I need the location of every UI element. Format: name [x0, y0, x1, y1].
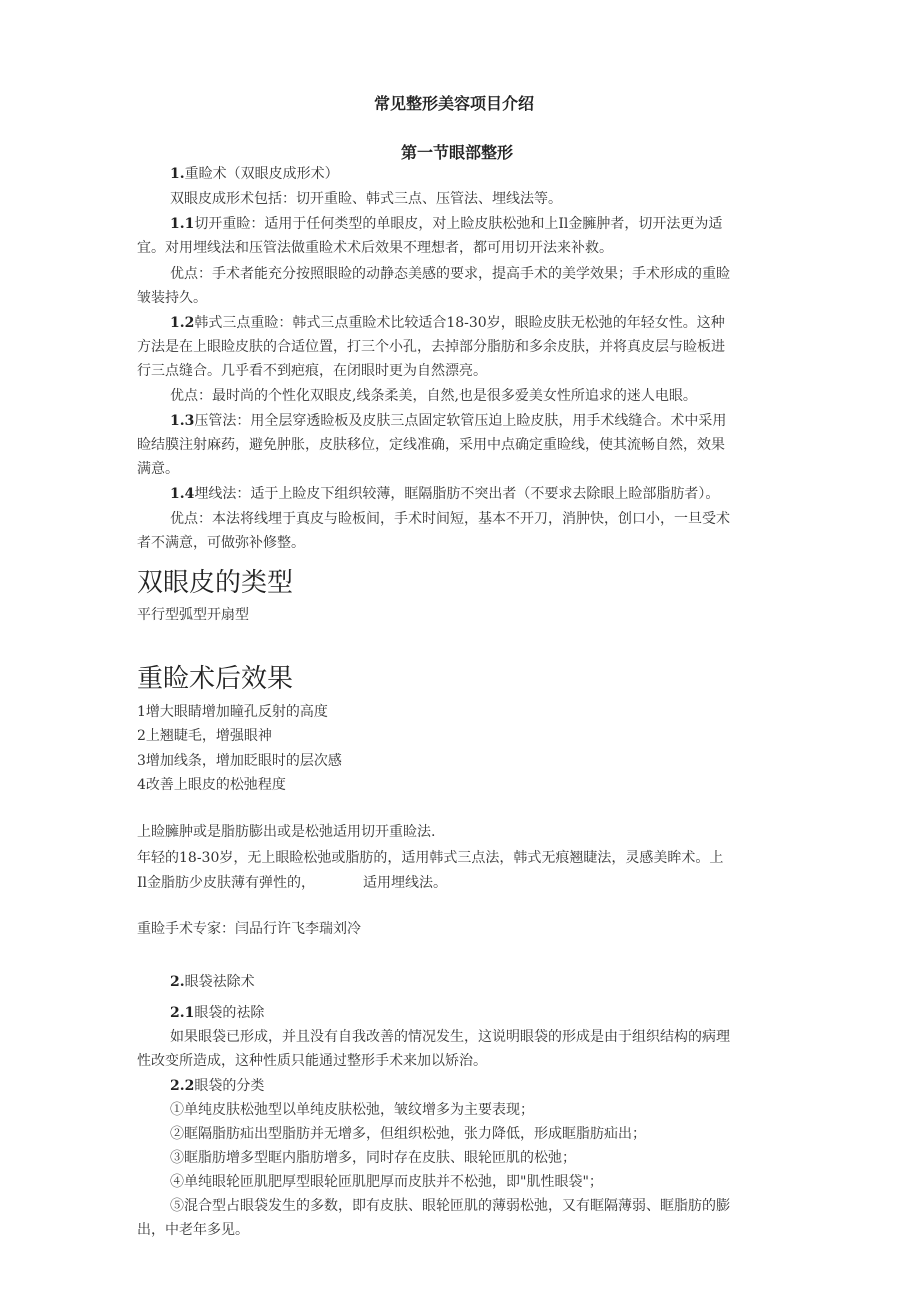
- heading-2-2: [170, 1074, 264, 1098]
- item-text: 埋线法：适于上睑皮下组织较薄，眶隔脂肪不突出者（不要求去除眼上睑部脂肪者）。: [194, 486, 720, 502]
- paragraph-1-1-line1: [170, 212, 722, 236]
- advantage-1-1-line1: 优点：手术者能充分按照眼睑的动静态美感的要求，提高手术的美学效果；手术形成的重睑: [170, 266, 730, 282]
- item-text: 压管法：用全层穿透睑板及皮肤三点固定软管压迫上睑皮肤，用手术线缝合。术中采用: [194, 413, 727, 429]
- advantage-1-2: 优点：最时尚的个性化双眼皮,线条柔美，自然,也是很多爱美女性所追求的迷人电眼。: [170, 388, 697, 404]
- note-line-2: 年轻的18-30岁，无上眼睑松弛或脂肪的，适用韩式三点法，韩式无痕翘睫法，灵感美眸术。上: [137, 850, 724, 866]
- paragraph-1-3-line3: 满意。: [137, 461, 179, 477]
- heading-1-number: 1.: [170, 166, 185, 182]
- heading-2-1: [170, 1001, 264, 1025]
- paragraph-2-1-line2: 性改变所造成，这种性质只能通过整形手术来加以矫治。: [137, 1053, 487, 1069]
- note-line-1: 上睑臃肿或是脂肪膨出或是松弛适用切开重睑法.: [137, 824, 436, 840]
- paragraph-1-2-line2: 方法是在上眼睑皮肤的合适位置，打三个小孔，去掉部分脂肪和多余皮肤，并将真皮层与睑板进: [137, 339, 725, 355]
- advantage-1-4-line2: 者不满意，可做弥补修整。: [137, 535, 305, 551]
- effect-item-2: 2上翘睫毛，增强眼神: [137, 728, 272, 744]
- item-number: 1.2: [170, 315, 195, 331]
- heading-eyelid-types: 双眼皮的类型: [137, 568, 294, 598]
- classification-item-4: ④单纯眼轮匝肌肥厚型眼轮匝肌肥厚而皮肤并不松弛，即"肌性眼袋"；: [170, 1174, 603, 1190]
- note-line-3-part-b: 适用埋线法。: [363, 875, 448, 891]
- note-line-3: [137, 871, 447, 895]
- paragraph-1-4: [170, 482, 719, 506]
- heading-effects: 重睑术后效果: [137, 664, 294, 694]
- item-text: 眼袋的分类: [194, 1078, 265, 1094]
- heading-1-text: 重睑术（双眼皮成形术）: [184, 166, 339, 182]
- heading-2-text: 眼袋祛除术: [184, 974, 255, 990]
- section-title: 第一节眼部整形: [401, 143, 514, 162]
- effect-item-4: 4改善上眼皮的松弛程度: [137, 777, 286, 793]
- item-number: 1.1: [170, 216, 195, 232]
- doc-title: 常见整形美容项目介绍: [374, 94, 535, 113]
- item-number: 1.3: [170, 413, 195, 429]
- classification-item-5-line2: 出，中老年多见。: [137, 1222, 249, 1238]
- item-number: 2.1: [170, 1005, 195, 1021]
- advantage-1-1-line2: 皱装持久。: [137, 290, 207, 306]
- item-number: 1.4: [170, 486, 195, 502]
- heading-2: [170, 970, 255, 994]
- effect-item-3: 3增加线条，增加眨眼时的层次感: [137, 753, 342, 769]
- item-text: 韩式三点重睑：韩式三点重睑术比较适合18-30岁，眼睑皮肤无松弛的年轻女性。这种: [194, 315, 725, 331]
- paragraph-1-2-line1: [170, 311, 725, 335]
- paragraph-1-2-line3: 行三点缝合。几乎看不到疤痕，在闭眼时更为自然漂亮。: [137, 363, 487, 379]
- item-text: 切开重睑：适用于任何类型的单眼皮，对上睑皮肤松弛和上Il金臃肿者，切开法更为适: [194, 216, 723, 232]
- heading-1: [170, 162, 339, 186]
- classification-item-3: ③眶脂肪增多型眶内脂肪增多，同时存在皮肤、眼轮匝肌的松弛；: [170, 1150, 576, 1166]
- paragraph-2-1-line1: 如果眼袋已形成，并且没有自我改善的情况发生，这说明眼袋的形成是由于组织结构的病理: [170, 1029, 730, 1045]
- paragraph-1-1-line2: 宜。对用埋线法和压管法做重睑术术后效果不理想者，都可用切开法来补救。: [137, 240, 613, 256]
- heading-2-number: 2.: [170, 974, 185, 990]
- classification-item-1: ①单纯皮肤松弛型以单纯皮肤松弛，皱纹增多为主要表现；: [170, 1102, 534, 1118]
- classification-item-5-line1: ⑤混合型占眼袋发生的多数，即有皮肤、眼轮匝肌的薄弱松弛，又有眶隔薄弱、眶脂肪的膨: [170, 1198, 730, 1214]
- item-text: 眼袋的祛除: [194, 1005, 265, 1021]
- paragraph-1-3-line2: 睑结膜注射麻药，避免肿胀，皮肤移位，定线准确，采用中点确定重睑线，使其流畅自然，效果: [137, 437, 725, 453]
- experts-line: 重睑手术专家：闫品行许飞李瑞刘冷: [137, 921, 361, 937]
- classification-item-2: ②眶隔脂肪疝出型脂肪并无增多，但组织松弛，张力降低，形成眶脂肪疝出；: [170, 1126, 646, 1142]
- note-line-3-part-a: Il金脂肪少皮肤薄有弹性的，: [137, 875, 316, 891]
- eyelid-types-list: 平行型弧型开扇型: [137, 607, 249, 623]
- paragraph-1-3-line1: [170, 409, 726, 433]
- advantage-1-4-line1: 优点：本法将线埋于真皮与睑板间，手术时间短，基本不开刀，消肿快，创口小，一旦受术: [170, 511, 730, 527]
- paragraph: 双眼皮成形术包括：切开重睑、韩式三点、压管法、埋线法等。: [170, 191, 562, 207]
- item-number: 2.2: [170, 1078, 195, 1094]
- effect-item-1: 1增大眼睛增加瞳孔反射的高度: [137, 704, 328, 720]
